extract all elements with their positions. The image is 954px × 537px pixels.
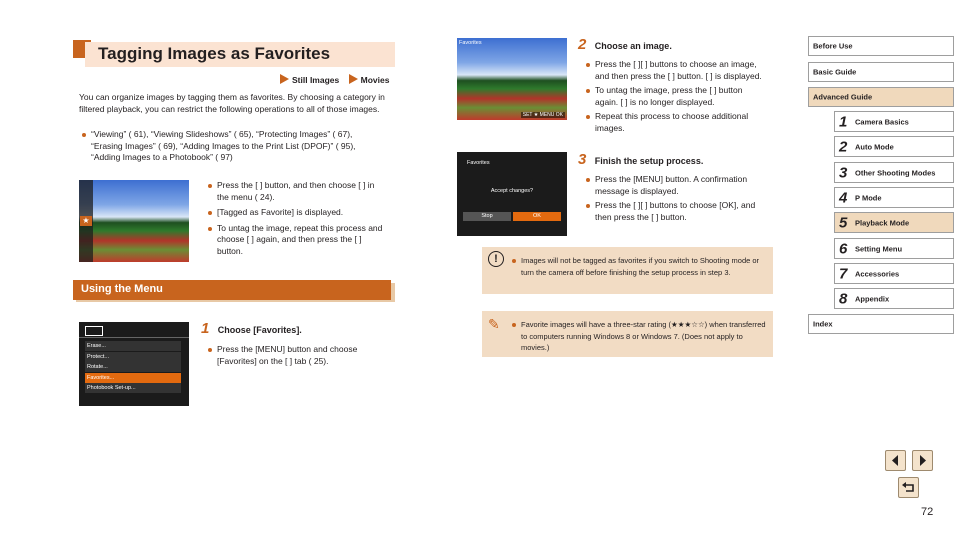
step-number: 3 xyxy=(578,151,587,168)
nav-chapter-5[interactable]: 5 Playback Mode xyxy=(834,212,954,233)
page-title-block xyxy=(73,40,395,68)
memo-note xyxy=(482,311,773,357)
playback-menu-list xyxy=(85,341,181,393)
intro-paragraph: You can organize images by tagging them as favorites. By choosing a category in filtered playback, you can restrict the following operations to all of those images. xyxy=(79,92,385,114)
nav-before-use[interactable]: Before Use xyxy=(808,36,954,56)
prev-page-button[interactable] xyxy=(885,450,906,471)
step-title: Choose [Favorites]. xyxy=(217,325,302,335)
nav-chapter-1[interactable]: 1 Camera Basics xyxy=(834,111,954,132)
nav-basic-guide[interactable]: Basic Guide xyxy=(808,62,954,82)
camera-screen-favorites-photo xyxy=(79,180,189,262)
step-2 xyxy=(578,36,773,134)
operation-references: “Viewing” ( 61), “Viewing Slideshows” ( 65), “Protecting Images” ( 67), “Erasing Images” ( 69), “Adding Images to the Print List (DPOF)” ( 95), “Adding Images to a Photobook” ( 97) xyxy=(82,129,379,164)
section-heading xyxy=(73,280,395,302)
step-bullet: To untag the image, press the [ ] button again. [ ] is no longer displayed. xyxy=(586,85,766,108)
instruction-bullet: [Tagged as Favorite] is displayed. xyxy=(208,207,388,219)
nav-chapter-4[interactable]: 4 P Mode xyxy=(834,187,954,208)
step-bullet: Press the [MENU] button. A confirmation message is displayed. xyxy=(586,174,766,197)
step-3 xyxy=(578,151,773,223)
step-bullet: Press the [MENU] button and choose [Favorites] on the [ ] tab ( 25). xyxy=(208,344,387,367)
nav-chapter-8[interactable]: 8 Appendix xyxy=(834,288,954,309)
nav-chapter-7[interactable]: 7 Accessories xyxy=(834,263,954,284)
chevron-left-icon xyxy=(886,451,905,470)
mode-movies: Movies xyxy=(360,75,390,85)
caution-icon: ! xyxy=(488,251,504,267)
return-button[interactable] xyxy=(898,477,919,498)
step-title: Finish the setup process. xyxy=(594,156,704,166)
confirm-question: Accept changes? xyxy=(490,188,534,194)
step-bullet: Press the [ ][ ] buttons to choose [OK], and then press the [ ] button. xyxy=(586,200,766,223)
step-1 xyxy=(201,320,391,367)
playback-menu-strip xyxy=(79,180,93,262)
step-bullet: Press the [ ][ ] buttons to choose an image, and then press the [ ] button. [ ] is displayed. xyxy=(586,59,766,82)
step-title: Choose an image. xyxy=(594,41,672,51)
menu-item-rotate: Rotate... xyxy=(85,362,181,372)
camera-screen-choose-image xyxy=(457,38,567,120)
stop-option: Stop xyxy=(463,212,511,221)
instruction-bullet: Press the [ ] button, and then choose [ ] in the menu ( 24). xyxy=(208,180,388,203)
menu-item-erase: Erase... xyxy=(85,341,181,351)
screen-label: Favorites xyxy=(459,40,482,46)
movies-arrow-icon xyxy=(349,74,358,84)
mode-still-images: Still Images xyxy=(292,75,340,85)
favorite-star-icon: ★ xyxy=(80,216,92,226)
return-arrow-icon xyxy=(899,478,918,497)
still-images-arrow-icon xyxy=(280,74,289,84)
instruction-bullet: To untag the image, repeat this process and choose [ ] again, and then press the [ ] button. xyxy=(208,223,388,258)
section-title: Using the Menu xyxy=(81,283,163,295)
menu-item-photobook: Photobook Set-up... xyxy=(85,383,181,393)
memo-text: Favorite images will have a three-star rating (★★★☆☆) when transferred to computers running Windows 8 or Windows 7. (Does not apply to movies.) xyxy=(512,319,771,354)
pencil-icon: ✎ xyxy=(488,316,500,332)
nav-index[interactable]: Index xyxy=(808,314,954,334)
step-bullet: Repeat this process to choose additional images. xyxy=(586,111,766,134)
ok-option: OK xyxy=(513,212,561,221)
playback-tab-icon xyxy=(85,326,103,336)
camera-screen-accept-changes xyxy=(457,152,567,236)
nav-chapter-3[interactable]: 3 Other Shooting Modes xyxy=(834,162,954,183)
page-title: Tagging Images as Favorites xyxy=(98,44,331,63)
step-number: 2 xyxy=(578,36,587,53)
step-number: 1 xyxy=(201,320,210,337)
mode-indicators xyxy=(280,74,389,85)
menu-item-favorites: Favorites... xyxy=(85,373,181,383)
camera-screen-playback-menu xyxy=(79,322,189,406)
next-page-button[interactable] xyxy=(912,450,933,471)
chevron-right-icon xyxy=(913,451,932,470)
page-number: 72 xyxy=(921,506,934,518)
nav-advanced-guide[interactable]: Advanced Guide xyxy=(808,87,954,107)
caution-note xyxy=(482,247,773,294)
screen-label: Favorites xyxy=(467,160,490,166)
nav-chapter-6[interactable]: 6 Setting Menu xyxy=(834,238,954,259)
menu-item-protect: Protect... xyxy=(85,352,181,362)
left-instructions xyxy=(208,180,388,257)
screen-footer: SET ★ MENU OK xyxy=(522,112,563,118)
caution-text: Images will not be tagged as favorites if you switch to Shooting mode or turn the camera off before finishing the setup process in step 3. xyxy=(512,255,771,278)
nav-chapter-2[interactable]: 2 Auto Mode xyxy=(834,136,954,157)
